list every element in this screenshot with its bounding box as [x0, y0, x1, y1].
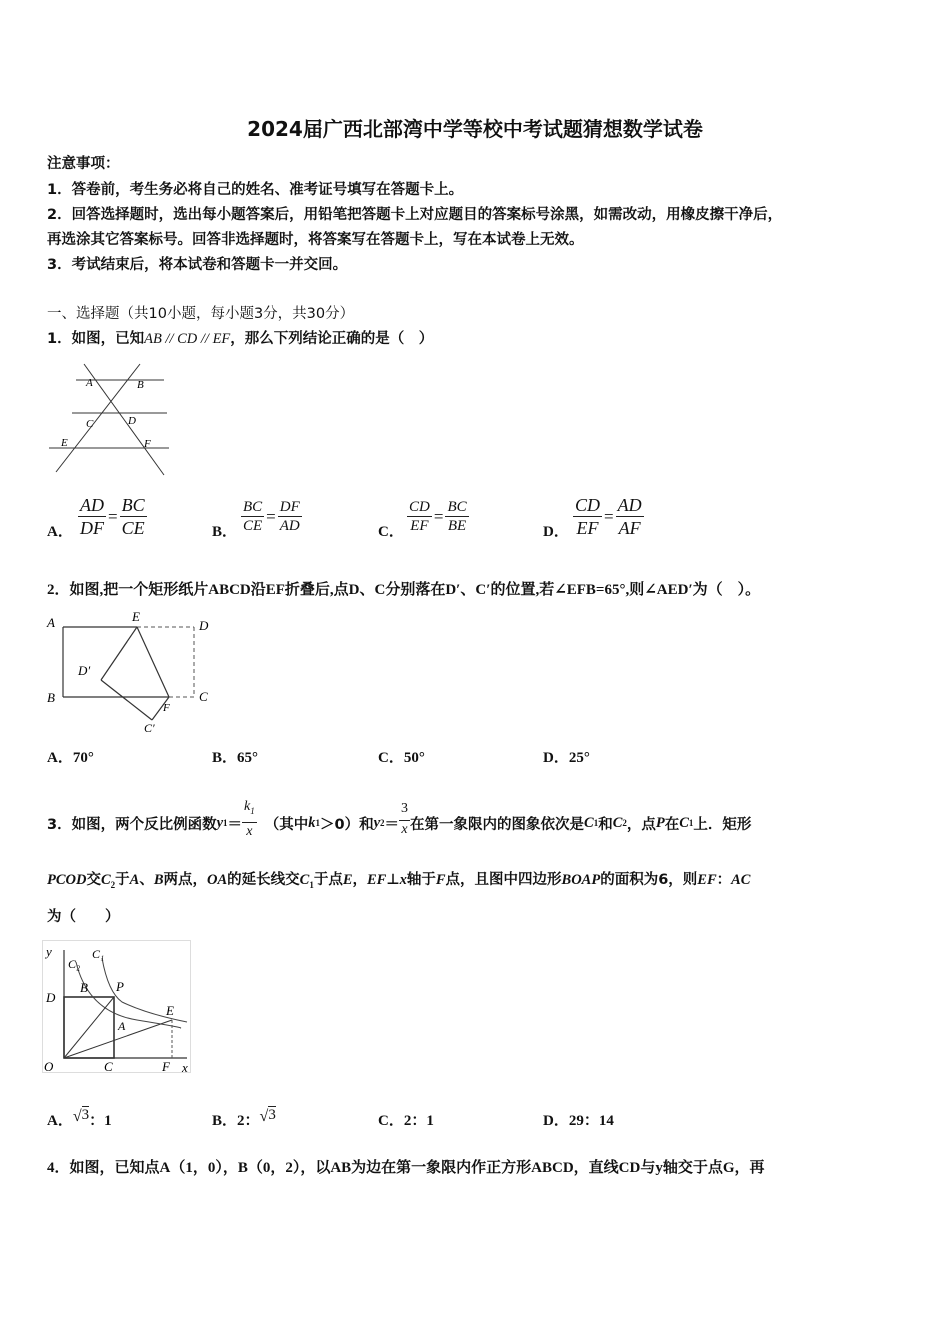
q3-l2-p: ⊥	[386, 872, 400, 888]
q3-y2: y	[373, 814, 381, 831]
q3-option-b[interactable]	[212, 1106, 276, 1130]
q3-f1-n: k	[244, 799, 251, 814]
q2-label-f: F	[163, 702, 170, 714]
q3-l2-f: 、	[139, 872, 154, 888]
q3-c2-sub: 2	[622, 818, 627, 829]
q3-y1: y	[216, 814, 224, 831]
q3-c2: C	[612, 814, 623, 831]
q1-label-b: B	[137, 379, 144, 391]
q3-l2-q: x	[399, 872, 407, 888]
q1-c-n2: BC	[447, 499, 467, 515]
q2-edge-ed-prime	[101, 627, 137, 680]
q2-label-c: C	[199, 689, 208, 704]
q2-d-label: D．	[543, 750, 569, 766]
q3-curve-c2	[76, 962, 181, 1028]
q1-option-b[interactable]: $\frac{BC}{CE}$ = $\frac{DF}{AD}$	[243, 499, 300, 534]
q3-p4: 在第一象限内的图象依次是	[410, 816, 585, 833]
q3-label-f: F	[162, 1059, 170, 1074]
q2-label-cprime: C′	[144, 721, 155, 735]
q1-c-d1: EF	[410, 518, 429, 534]
q1-b-n1: BC	[243, 499, 263, 515]
q1-b-n2: DF	[279, 499, 300, 515]
q3-c1b: C	[679, 814, 689, 831]
q1-figure	[44, 360, 169, 480]
q1-option-d-label[interactable]: D．	[543, 524, 569, 540]
q1-b-d2: AD	[279, 518, 300, 534]
q3-c1: C	[584, 814, 594, 831]
q3-l2-m: E	[342, 872, 353, 888]
q3-l2-h: 两点，	[163, 872, 207, 888]
q3-b-radicand: 3	[268, 1107, 276, 1123]
q1-transversal-2	[84, 364, 164, 475]
q1-c-d2: BE	[447, 518, 467, 534]
q2-fold-ef	[137, 627, 169, 697]
q1-d-n1: CD	[575, 495, 601, 515]
q3-l2-s: F	[435, 872, 446, 888]
q1-a-n2: BC	[121, 495, 145, 515]
q2-b-label: B．	[212, 750, 238, 766]
q3-stem-line1	[47, 799, 752, 841]
q2-a-label: A．	[47, 750, 73, 766]
q3-b-label: B．	[212, 1113, 238, 1129]
q3-label-b: B	[80, 980, 88, 995]
q3-f2-n: 3	[399, 798, 410, 821]
notice-item-3: 3．考试结束后，将本试卷和答题卡一并交回。	[47, 257, 348, 273]
q3-p-point: P	[655, 814, 665, 831]
q3-label-c1: C₁	[92, 947, 105, 961]
q3-f1-nsub: 1	[250, 805, 255, 816]
q1-option-c-label[interactable]: C．	[378, 524, 404, 540]
q3-label-a: A	[118, 1019, 126, 1033]
q3-l2-d: 于	[115, 872, 130, 888]
q2-edge-dc-prime	[101, 680, 152, 720]
q1-option-d[interactable]: $\frac{CD}{EF}$ = $\frac{AD}{AF}$	[575, 495, 642, 538]
q3-d-value: 29：14	[568, 1113, 614, 1129]
q1-label-e: E	[61, 437, 68, 449]
q1-a-d1: DF	[80, 518, 104, 538]
notice-item-2a: 2．回答选择题时，选出每小题答案后，用铅笔把答题卡上对应题目的答案标号涂黑，如需改动，用橡皮擦干净后，	[47, 207, 783, 223]
q3-label-c: C	[104, 1059, 113, 1074]
q1-stem	[47, 327, 433, 348]
q3-l2-n: ，	[352, 872, 367, 888]
notice-item-2b: 再选涂其它答案标号。回答非选择题时，将答案写在答题卡上，写在本试卷上无效。	[47, 232, 584, 248]
q3-l2-o: EF	[367, 872, 387, 888]
q3-a-rest: ：1	[89, 1113, 112, 1129]
q3-label-o: O	[44, 1059, 54, 1074]
q3-l2-u: BOAP	[561, 872, 601, 888]
q3-stem-line3: 为（ ）	[47, 909, 120, 925]
q3-eq1: ＝	[227, 816, 243, 833]
q3-and: 和	[598, 816, 613, 833]
q3-l2-w: EF	[697, 872, 717, 888]
q3-l2-csub: 2	[110, 879, 116, 890]
q1-a-d2: CE	[121, 518, 145, 538]
q3-label-y: y	[46, 944, 52, 959]
q1-label-f: F	[144, 438, 151, 450]
q1-label-d: D	[128, 415, 136, 427]
q3-label-d: D	[46, 990, 56, 1005]
q3-l2-y: AC	[731, 872, 751, 888]
q3-p7: 上．矩形	[693, 816, 752, 833]
q3-l2-c: C	[100, 872, 111, 888]
q2-label-e: E	[132, 609, 140, 624]
q3-figure	[42, 940, 192, 1078]
q2-label-d: D	[199, 618, 209, 633]
q3-p3: ＞0）和	[320, 816, 374, 833]
notice-item-1: 1．答卷前，考生务必将自己的姓名、准考证号填写在答题卡上。	[47, 182, 464, 198]
section-heading: 一、选择题（共10小题，每小题3分，共30分）	[47, 306, 355, 322]
q3-stem-line2	[47, 868, 750, 890]
q3-l2-v: 的面积为6，则	[600, 872, 698, 888]
page-title: 2024届广西北部湾中学等校中考试题猜想数学试卷	[247, 117, 703, 141]
q3-l2-ksub: 1	[309, 879, 314, 890]
q3-l2-i: OA	[207, 872, 228, 888]
q3-p6: 在	[664, 816, 680, 833]
q2-option-c[interactable]	[378, 746, 425, 767]
q3-option-d[interactable]	[543, 1109, 614, 1130]
q2-option-a[interactable]	[47, 746, 94, 767]
q3-k1: k	[308, 814, 316, 831]
q3-c1b-sub: 1	[688, 818, 694, 829]
q2-label-a: A	[47, 615, 55, 630]
q3-p1: 3．如图，两个反比例函数	[47, 816, 217, 833]
q1-d-d1: EF	[576, 518, 599, 538]
q3-l2-x: ：	[716, 872, 732, 888]
q1-option-a[interactable]: $\frac{AD}{DF}$ = $\frac{BC}{CE}$	[80, 495, 145, 538]
q1-prefix: 1．如图，已知	[47, 331, 145, 347]
q1-option-a-label[interactable]: A．	[47, 524, 73, 540]
q3-l2-t: 点，且图中四边形	[445, 872, 562, 888]
q1-d-n2: AD	[617, 495, 642, 515]
q3-option-c[interactable]	[378, 1109, 434, 1130]
q3-label-p: P	[116, 979, 124, 994]
q1-a-n1: AD	[80, 495, 104, 515]
q2-c-label: C．	[378, 750, 404, 766]
q2-stem: 2．如图,把一个矩形纸片ABCD沿EF折叠后,点D、C分别落在D′、C′的位置,若∠EFB=65°,则∠AED′为（ ）。	[47, 582, 761, 598]
q3-a-radicand: 3	[81, 1107, 90, 1123]
q1-suffix: ，那么下列结论正确的是（ ）	[230, 331, 434, 347]
q3-fraction-k1-x	[242, 796, 257, 841]
q2-d-value: 25°	[568, 750, 590, 766]
q3-label-x: x	[182, 1060, 188, 1075]
q3-c1-sub: 1	[593, 818, 599, 829]
q3-k1-sub: 1	[315, 818, 320, 829]
q3-f1-d: x	[246, 823, 253, 839]
q3-l2-b: 交	[86, 872, 101, 888]
q3-b-sqrt-symbol: √	[259, 1108, 269, 1125]
q4-stem: 4．如图，已知点A（1，0），B（0，2），以AB为边在第一象限内作正方形ABCD，直线CD与y轴交于点G，再	[47, 1160, 765, 1176]
q2-label-b: B	[47, 690, 55, 705]
q1-label-a: A	[86, 377, 93, 389]
q2-label-dprime: D′	[78, 663, 91, 678]
q3-l2-k: C	[299, 872, 310, 888]
q2-a-value: 70°	[72, 750, 94, 766]
q1-b-d1: CE	[243, 518, 263, 534]
q3-f2-d: x	[401, 821, 408, 837]
q3-p5: ，点	[626, 816, 656, 833]
q3-y2-sub: 2	[380, 818, 385, 829]
q1-d-d2: AF	[618, 518, 641, 538]
q3-p2: （其中	[264, 816, 309, 833]
q3-y1-sub: 1	[223, 818, 228, 829]
q3-l2-g: B	[153, 872, 164, 888]
q2-figure	[44, 605, 219, 737]
q3-l2-l: 于点	[313, 872, 343, 888]
q1-label-c: C	[86, 418, 94, 430]
q3-a-sqrt-symbol: √	[72, 1108, 82, 1125]
q3-l2-e: A	[129, 872, 140, 888]
q3-l2-j: 的延长线交	[227, 872, 300, 888]
q3-c-label: C．	[378, 1113, 404, 1129]
notice-heading: 注意事项：	[47, 156, 120, 172]
q1-c-n1: CD	[409, 499, 430, 515]
q1-math: AB // CD // EF	[144, 331, 231, 347]
q2-b-value: 65°	[237, 750, 259, 766]
q1-option-c[interactable]: $\frac{CD}{EF}$ = $\frac{BC}{BE}$	[409, 499, 467, 534]
q3-d-label: D．	[543, 1113, 569, 1129]
q2-option-b[interactable]	[212, 746, 258, 767]
q3-b-pre: 2：	[237, 1113, 260, 1129]
q3-c-value: 2：1	[403, 1113, 434, 1129]
q3-eq2: ＝	[384, 816, 400, 833]
q3-fraction-3-x	[399, 798, 410, 839]
q3-option-a[interactable]	[47, 1106, 112, 1130]
q2-option-d[interactable]	[543, 746, 590, 767]
q3-l2-a: PCOD	[47, 872, 87, 888]
q3-label-c2: C₂	[68, 957, 81, 971]
q2-c-value: 50°	[403, 750, 425, 766]
q3-a-label: A．	[47, 1113, 73, 1129]
q1-option-b-label[interactable]: B．	[212, 524, 238, 540]
q3-l2-r: 轴于	[406, 872, 436, 888]
q3-label-e: E	[166, 1003, 174, 1018]
